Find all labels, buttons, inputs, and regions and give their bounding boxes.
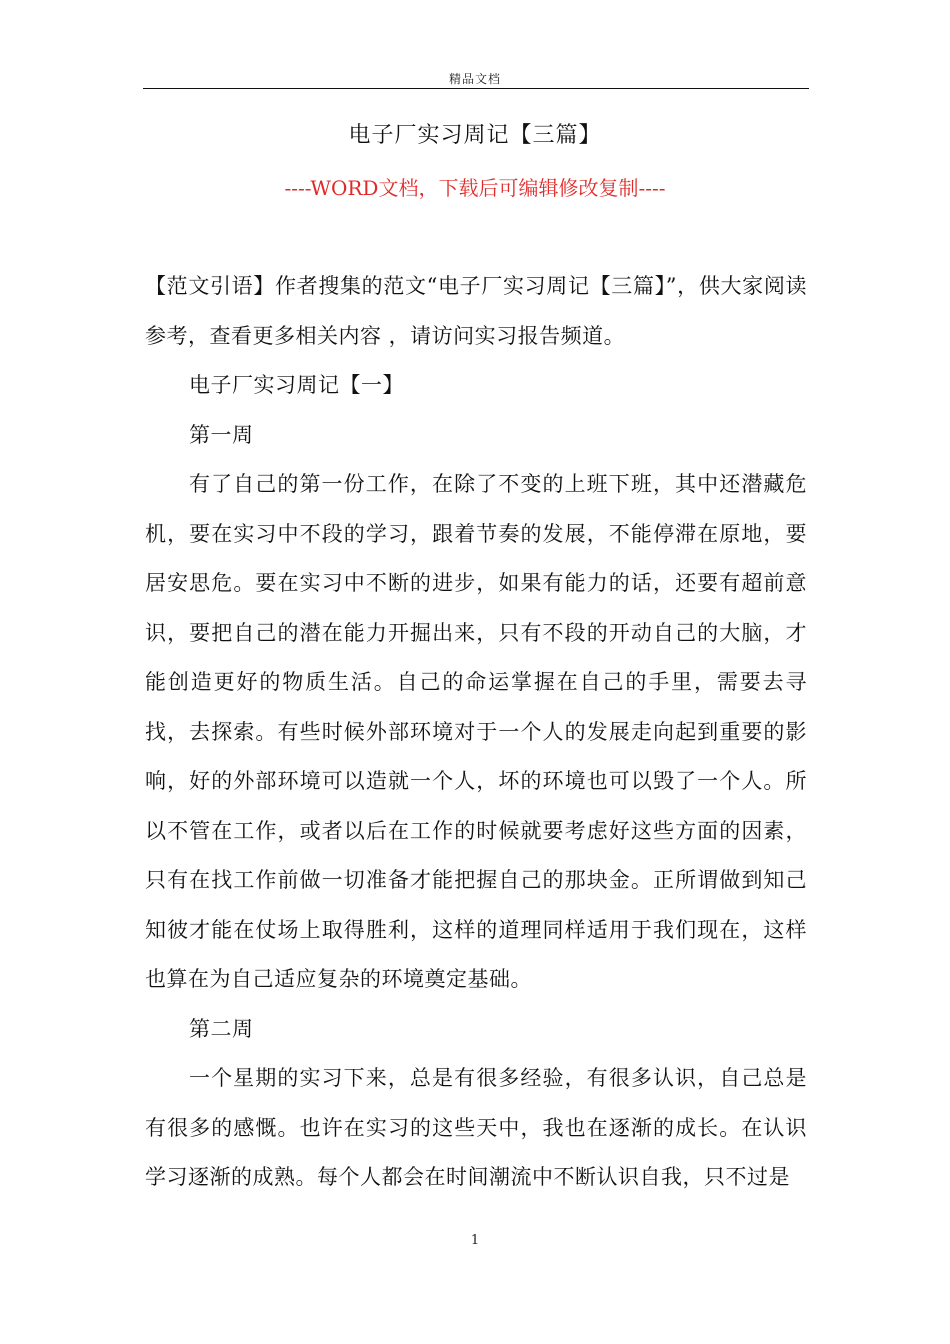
week1-paragraph: 有了自己的第一份工作，在除了不变的上班下班，其中还潜藏危机，要在实习中不段的学习，跟着节奏的发展，不能停滞在原地，要居安思危。要在实习中不断的进步，如果有能力的话，还要有超前意识，要把自己的潜在能力开掘出来，只有不段的开动自己的大脑，才能创造更好的物质生活。自己的命运掌握在自己的手里，需要去寻找，去探索。有些时候外部环境对于一个人的发展走向起到重要的影响，好的外部环境可以造就一个人，坏的环境也可以毁了一个人。所以不管在工作，或者以后在工作的时候就要考虑好这些方面的因素，只有在找工作前做一切准备才能把握自己的那块金。正所谓做到知己知彼才能在仗场上取得胜利，这样的道理同样适用于我们现在，这样也算在为自己适应复杂的环境奠定基础。: [145, 472, 807, 991]
header-divider: [143, 88, 809, 89]
intro-paragraph: 【范文引语】作者搜集的范文“电子厂实习周记【三篇】”，供大家阅读参考，查看更多相关内容 ，请访问实习报告频道。: [145, 274, 807, 348]
document-title: 电子厂实习周记【三篇】: [348, 123, 602, 148]
document-subtitle: ----WORD文档，下载后可编辑修改复制----: [284, 176, 666, 200]
week2-paragraph: 一个星期的实习下来，总是有很多经验，有很多认识，自己总是有很多的感慨。也许在实习的这些天中，我也在逐渐的成长。在认识学习逐渐的成熟。每个人都会在时间潮流中不断认识自我，只不过是: [145, 1066, 807, 1189]
running-header: 精品文档: [448, 72, 501, 86]
page-number: 1: [470, 1233, 480, 1248]
week1-heading: 第一周: [189, 422, 254, 447]
document-body: [145, 262, 807, 1203]
week2-heading: 第二周: [189, 1016, 254, 1041]
section-heading: 电子厂实习周记【一】: [189, 373, 404, 397]
